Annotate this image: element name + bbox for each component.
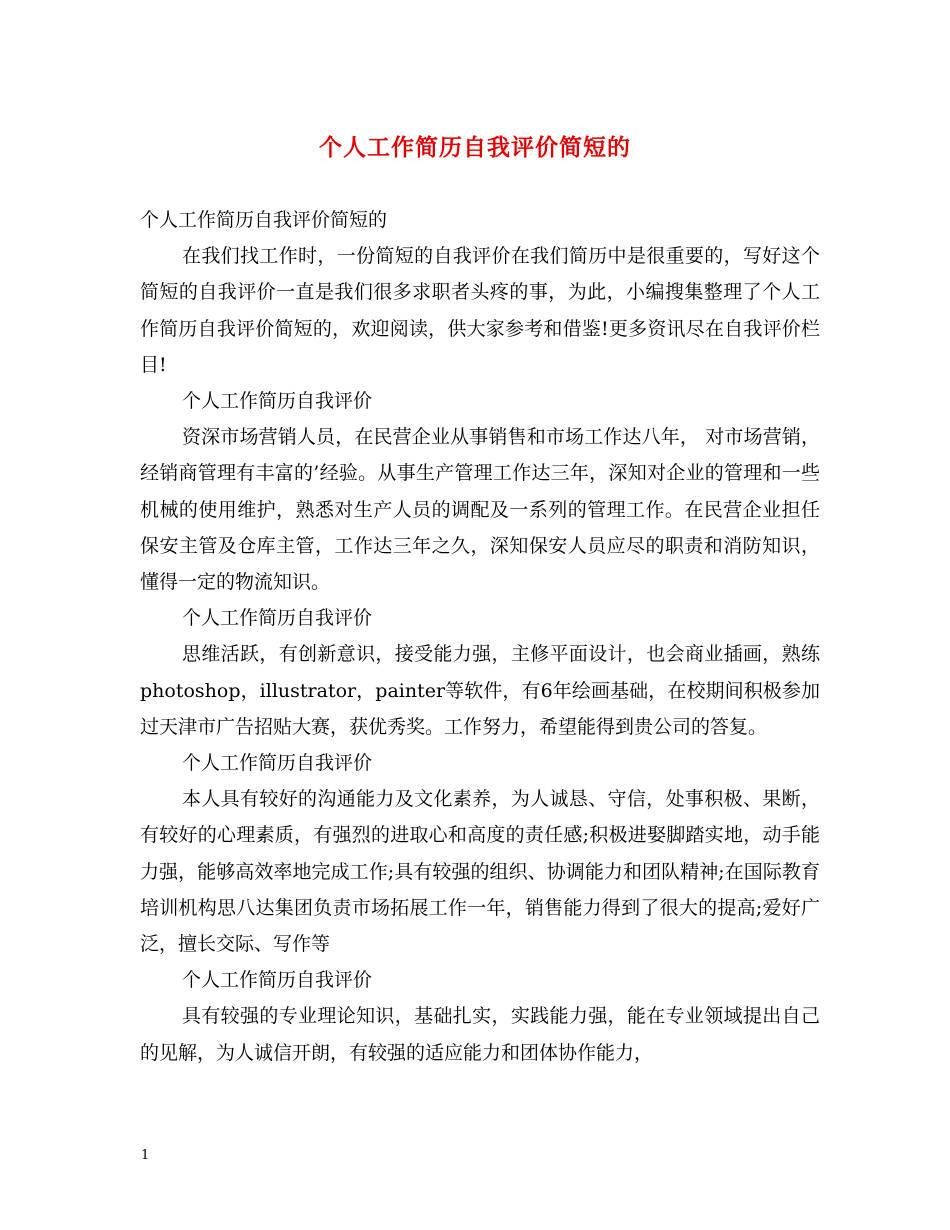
paragraph: 本人具有较好的沟通能力及文化素养，为人诚恳、守信，处事积极、果断，有较好的心理素质，有强烈的进取心和高度的责任感;积极进娶脚踏实地，动手能力强，能够高效率地完成工作;具有较强的组织、协调能力和团队精神;在国际教育培训机构思八达集团负责市场拓展工作一年，销售能力得到了很大的提高;爱好广泛，擅长交际、写作等 <box>140 788 820 956</box>
page-number: 1 <box>141 1148 150 1163</box>
section-heading: 个人工作简历自我评价 <box>182 390 373 413</box>
paragraph: 具有较强的专业理论知识，基础扎实，实践能力强，能在专业领域提出自己的见解，为人诚信开朗，有较强的适应能力和团体协作能力， <box>140 1005 820 1064</box>
document-title: 个人工作简历自我评价简短的 <box>319 134 631 161</box>
section-heading: 个人工作简历自我评价 <box>182 607 373 630</box>
section-heading: 个人工作简历自我评价 <box>182 752 373 775</box>
paragraph-intro: 在我们找工作时，一份简短的自我评价在我们简历中是很重要的，写好这个简短的自我评价一直是我们很多求职者头疼的事，为此，小编搜集整理了个人工作简历自我评价简短的，欢迎阅读，供大家参考和借鉴!更多资讯尽在自我评价栏目! <box>140 245 820 376</box>
section-heading: 个人工作简历自我评价 <box>182 969 373 992</box>
paragraph: 思维活跃，有创新意识，接受能力强，主修平面设计，也会商业插画，熟练photoshop，illustrator，painter等软件，有6年绘画基础，在校期间积极参加过天津市广告招贴大赛，获优秀奖。工作努力，希望能得到贵公司的答复。 <box>140 643 820 738</box>
paragraph-heading: 个人工作简历自我评价简短的 <box>140 209 388 231</box>
paragraph: 资深市场营销人员，在民营企业从事销售和市场工作达八年， 对市场营销， 经销商管理有丰富的’经验。从事生产管理工作达三年，深知对企业的管理和一些机械的使用维护，熟悉对生产人员的调配及一系列的管理工作。在民营企业担任保安主管及仓库主管，工作达三年之久，深知保安人员应尽的职责和消防知识，懂得一定的物流知识。 <box>140 426 820 594</box>
document-body <box>140 202 820 1071</box>
